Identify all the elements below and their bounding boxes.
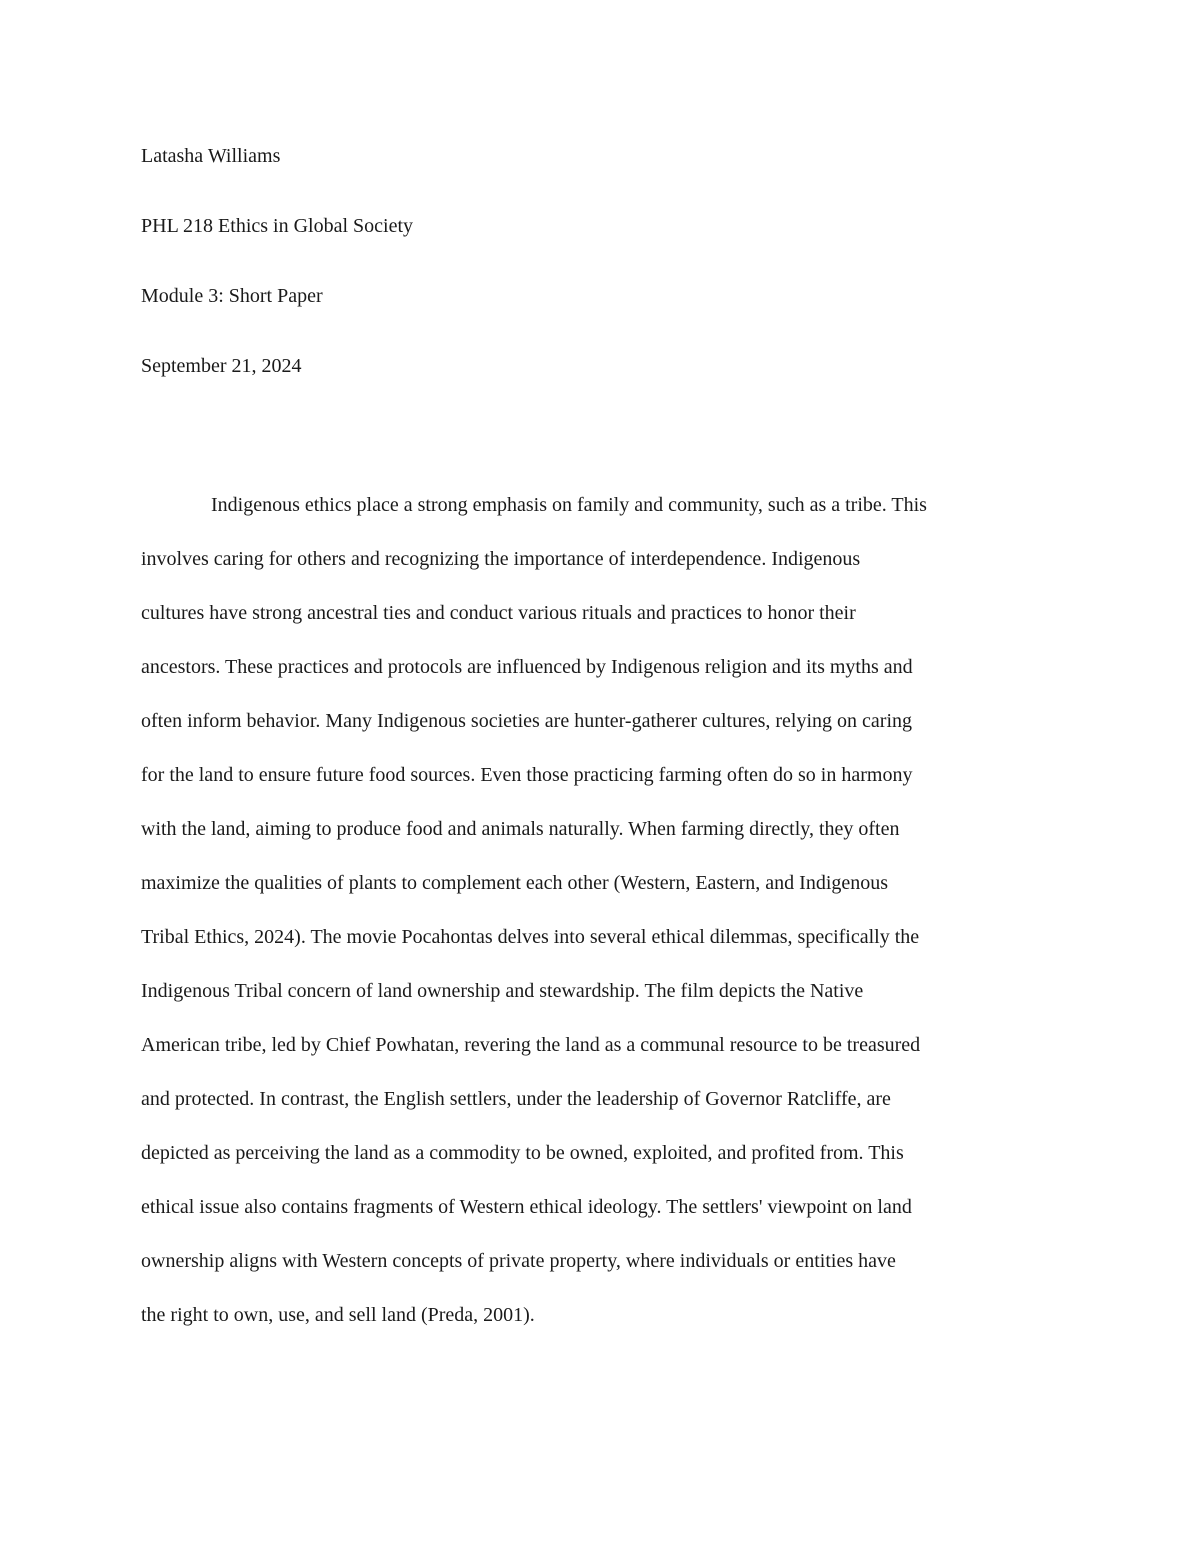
body-line: maximize the qualities of plants to complement each other (Western, Eastern, and Indigenous	[141, 872, 889, 894]
body-line: cultures have strong ancestral ties and conduct various rituals and practices to honor their	[141, 602, 856, 624]
body-line: ethical issue also contains fragments of Western ethical ideology. The settlers' viewpoint on land	[141, 1196, 912, 1218]
body-line: the right to own, use, and sell land (Preda, 2001).	[141, 1304, 535, 1326]
body-line: ancestors. These practices and protocols are influenced by Indigenous religion and its myths and	[141, 656, 913, 678]
body-line: and protected. In contrast, the English settlers, under the leadership of Governor Ratcliffe, are	[141, 1088, 891, 1110]
body-line: Indigenous Tribal concern of land ownership and stewardship. The film depicts the Native	[141, 980, 864, 1002]
author-name: Latasha Williams	[141, 145, 281, 167]
paper-date: September 21, 2024	[141, 355, 302, 377]
body-line: American tribe, led by Chief Powhatan, revering the land as a communal resource to be treasured	[141, 1034, 921, 1056]
body-line: involves caring for others and recognizing the importance of interdependence. Indigenous	[141, 548, 861, 570]
body-line: ownership aligns with Western concepts of private property, where individuals or entities have	[141, 1250, 896, 1272]
body-line: often inform behavior. Many Indigenous societies are hunter-gatherer cultures, relying on caring	[141, 710, 913, 732]
body-line: with the land, aiming to produce food and animals naturally. When farming directly, they often	[141, 818, 900, 840]
course-title: PHL 218 Ethics in Global Society	[141, 215, 414, 237]
body-line: depicted as perceiving the land as a commodity to be owned, exploited, and profited from. This	[141, 1142, 904, 1164]
body-line: Tribal Ethics, 2024). The movie Pocahontas delves into several ethical dilemmas, specifically the	[141, 926, 920, 948]
body-line: for the land to ensure future food sources. Even those practicing farming often do so in harmony	[141, 764, 913, 786]
assignment-title: Module 3: Short Paper	[141, 285, 323, 307]
body-line: Indigenous ethics place a strong emphasis on family and community, such as a tribe. This	[211, 494, 927, 516]
